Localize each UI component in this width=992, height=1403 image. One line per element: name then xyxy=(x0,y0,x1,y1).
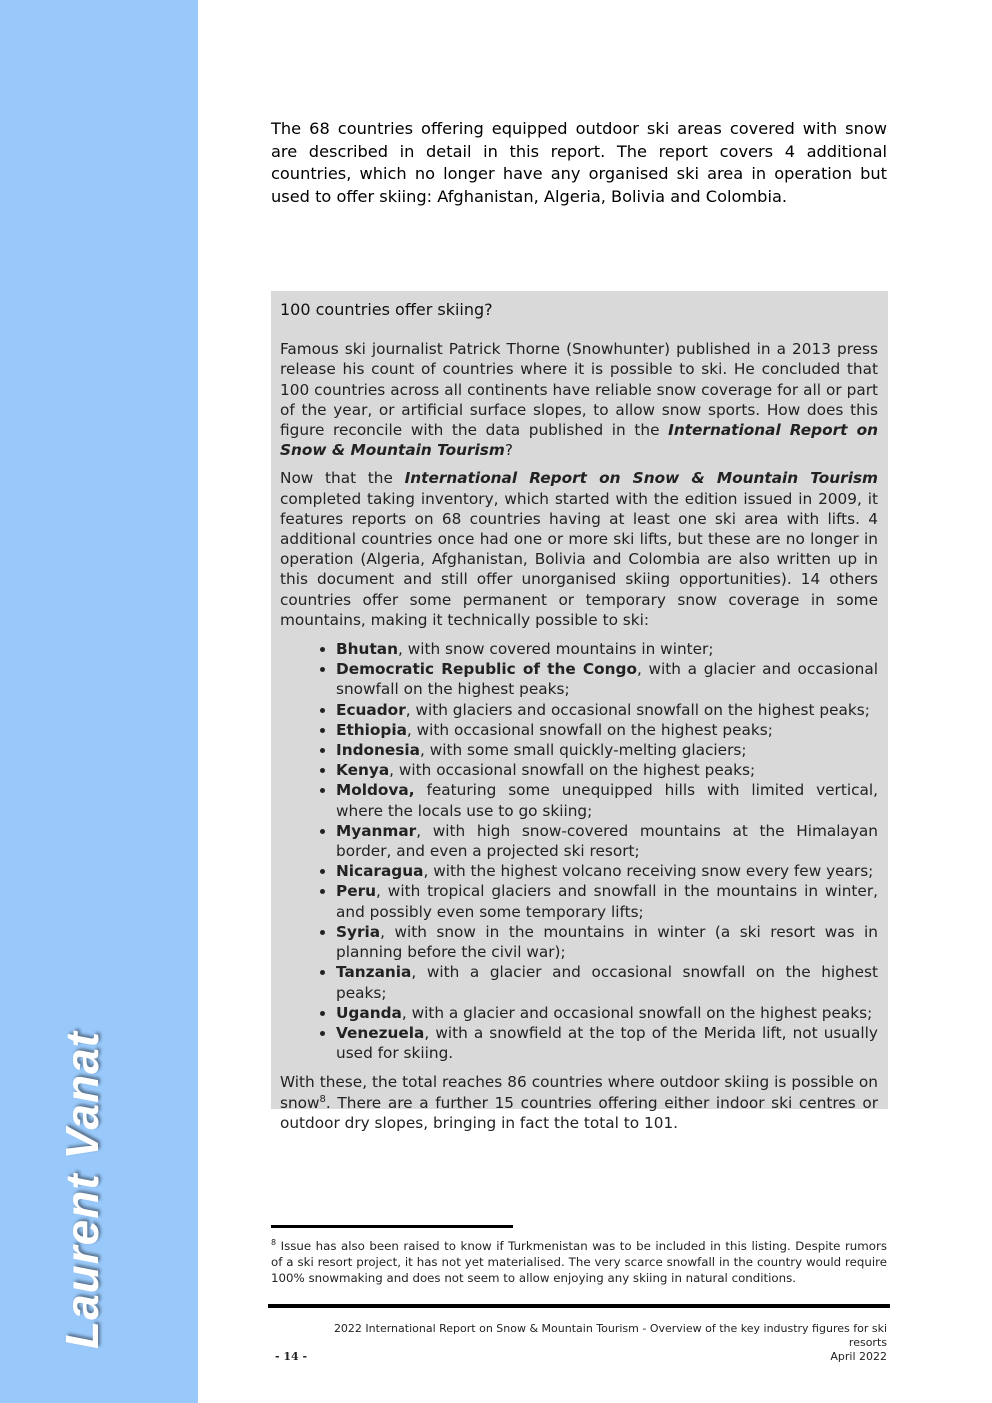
list-item xyxy=(336,881,878,921)
country-desc: , with the highest volcano receiving snow every few years; xyxy=(423,862,874,881)
report-title: International Report on Snow & Mountain Tourism xyxy=(280,421,878,460)
list-item xyxy=(336,740,878,760)
country-name: Peru xyxy=(336,882,377,901)
country-desc: , with a glacier and occasional snowfall on the highest peaks; xyxy=(401,1003,873,1022)
footer-report-title: 2022 International Report on Snow & Mountain Tourism - Overview of the key industry figures for ski resorts xyxy=(333,1322,887,1349)
sidebar xyxy=(0,0,198,1403)
country-desc: , with a glacier and occasional snowfall on the highest peaks; xyxy=(336,963,878,1002)
country-name: Tanzania xyxy=(336,963,412,982)
list-item xyxy=(336,760,878,780)
footnote-text: Issue has also been raised to know if Turkmenistan was to be included in this listing. Despite rumors of a ski resort project, it has not yet materialised. The very scarce snowfall in the country would require 100% snowmaking and does not seem to allow enjoying any skiing in natural conditions. xyxy=(271,1239,887,1285)
footer-date: April 2022 xyxy=(830,1350,887,1363)
list-item xyxy=(336,922,878,962)
footer-divider xyxy=(268,1304,890,1308)
footnote-mark: 8 xyxy=(271,1238,277,1248)
country-desc: , with occasional snowfall on the highest peaks; xyxy=(389,761,756,780)
list-item xyxy=(336,1023,878,1063)
country-name: Syria xyxy=(336,922,381,941)
country-desc: , with snow covered mountains in winter; xyxy=(397,640,714,659)
box-paragraph-3 xyxy=(280,1072,878,1133)
country-desc: , with a glacier and occasional snowfall on the highest peaks; xyxy=(336,660,878,699)
footnote xyxy=(271,1238,887,1286)
country-desc: , with a snowfield at the top of the Merida lift, not usually used for skiing. xyxy=(336,1023,878,1063)
list-item xyxy=(336,659,878,699)
country-name: Myanmar xyxy=(336,821,417,840)
country-name: Indonesia xyxy=(336,741,420,760)
list-item xyxy=(336,821,878,861)
country-desc: featuring some unequipped hills with limited vertical, where the locals use to go skiing; xyxy=(336,781,878,820)
intro-paragraph: The 68 countries offering equipped outdoor ski areas covered with snow are described in detail in this report. The report covers 4 additional countries, which no longer have any organised ski area in operation but used to offer skiing: Afghanistan, Algeria, Bolivia and Colombia. xyxy=(271,119,887,206)
list-item xyxy=(336,639,878,659)
country-name: Moldova, xyxy=(336,781,415,800)
country-desc: , with high snow-covered mountains at the Himalayan border, and even a projected ski resort; xyxy=(336,821,878,861)
box-paragraph-3-end: . There are a further 15 countries offering either indoor ski centres or outdoor dry slopes, bringing in fact the total to 101. xyxy=(280,1093,878,1132)
country-name: Ethiopia xyxy=(336,720,407,739)
list-item xyxy=(336,1003,878,1023)
box-paragraph-2 xyxy=(280,468,878,630)
box-paragraph-1-text: Famous ski journalist Patrick Thorne (Snowhunter) published in a 2013 press release his count of countries where it is possible to ski. He concluded that 100 countries across all continents have reliable snow coverage for all or part of the year, or artificial surface slopes, to allow snow sports. How does this figure reconcile with the data published in the xyxy=(280,340,878,440)
box-paragraph-2-start: Now that the xyxy=(280,469,405,488)
country-desc: , with snow in the mountains in winter (a ski resort was in planning before the civil war); xyxy=(336,922,878,962)
list-item xyxy=(336,720,878,740)
box-paragraph-1-end: ? xyxy=(504,441,513,460)
info-box xyxy=(271,291,888,1132)
country-name: Nicaragua xyxy=(336,862,424,881)
list-item xyxy=(336,962,878,1002)
page-number: - 14 - xyxy=(275,1350,308,1363)
footer xyxy=(300,1322,887,1364)
country-desc: , with tropical glaciers and snowfall in the mountains in winter, and possibly even some temporary lifts; xyxy=(336,882,878,921)
country-desc: , with occasional snowfall on the highest peaks; xyxy=(406,720,773,739)
country-name: Venezuela xyxy=(336,1023,425,1042)
country-desc: , with glaciers and occasional snowfall on the highest peaks; xyxy=(405,700,870,719)
box-paragraph-1 xyxy=(280,339,878,460)
country-name: Democratic Republic of the Congo xyxy=(336,660,637,679)
box-paragraph-3-text: With these, the total reaches 86 countries where outdoor skiing is possible on snow xyxy=(280,1073,878,1112)
list-item xyxy=(336,780,878,820)
country-name: Kenya xyxy=(336,761,390,780)
country-list xyxy=(280,639,878,1063)
list-item xyxy=(336,861,878,881)
report-title: International Report on Snow & Mountain Tourism xyxy=(404,469,878,488)
author-name: Laurent Vanat xyxy=(56,1030,108,1350)
country-name: Uganda xyxy=(336,1003,402,1022)
footnote-reference: 8 xyxy=(319,1093,326,1105)
list-item xyxy=(336,700,878,720)
country-name: Bhutan xyxy=(336,640,398,659)
country-name: Ecuador xyxy=(336,700,406,719)
box-paragraph-2-text: completed taking inventory, which started with the edition issued in 2009, it features reports on 68 countries having at least one ski area with lifts. 4 additional countries once had one or more ski lifts, but these are no longer in operation (Algeria, Afghanistan, Bolivia and Colombia are also written up in this document and still offer unorganised skiing opportunities). 14 others countries offer some permanent or temporary snow coverage in some mountains, making it technically possible to ski: xyxy=(280,489,878,629)
box-title: 100 countries offer skiing? xyxy=(280,300,493,319)
footnote-divider xyxy=(271,1225,513,1228)
country-desc: , with some small quickly-melting glaciers; xyxy=(419,741,747,760)
